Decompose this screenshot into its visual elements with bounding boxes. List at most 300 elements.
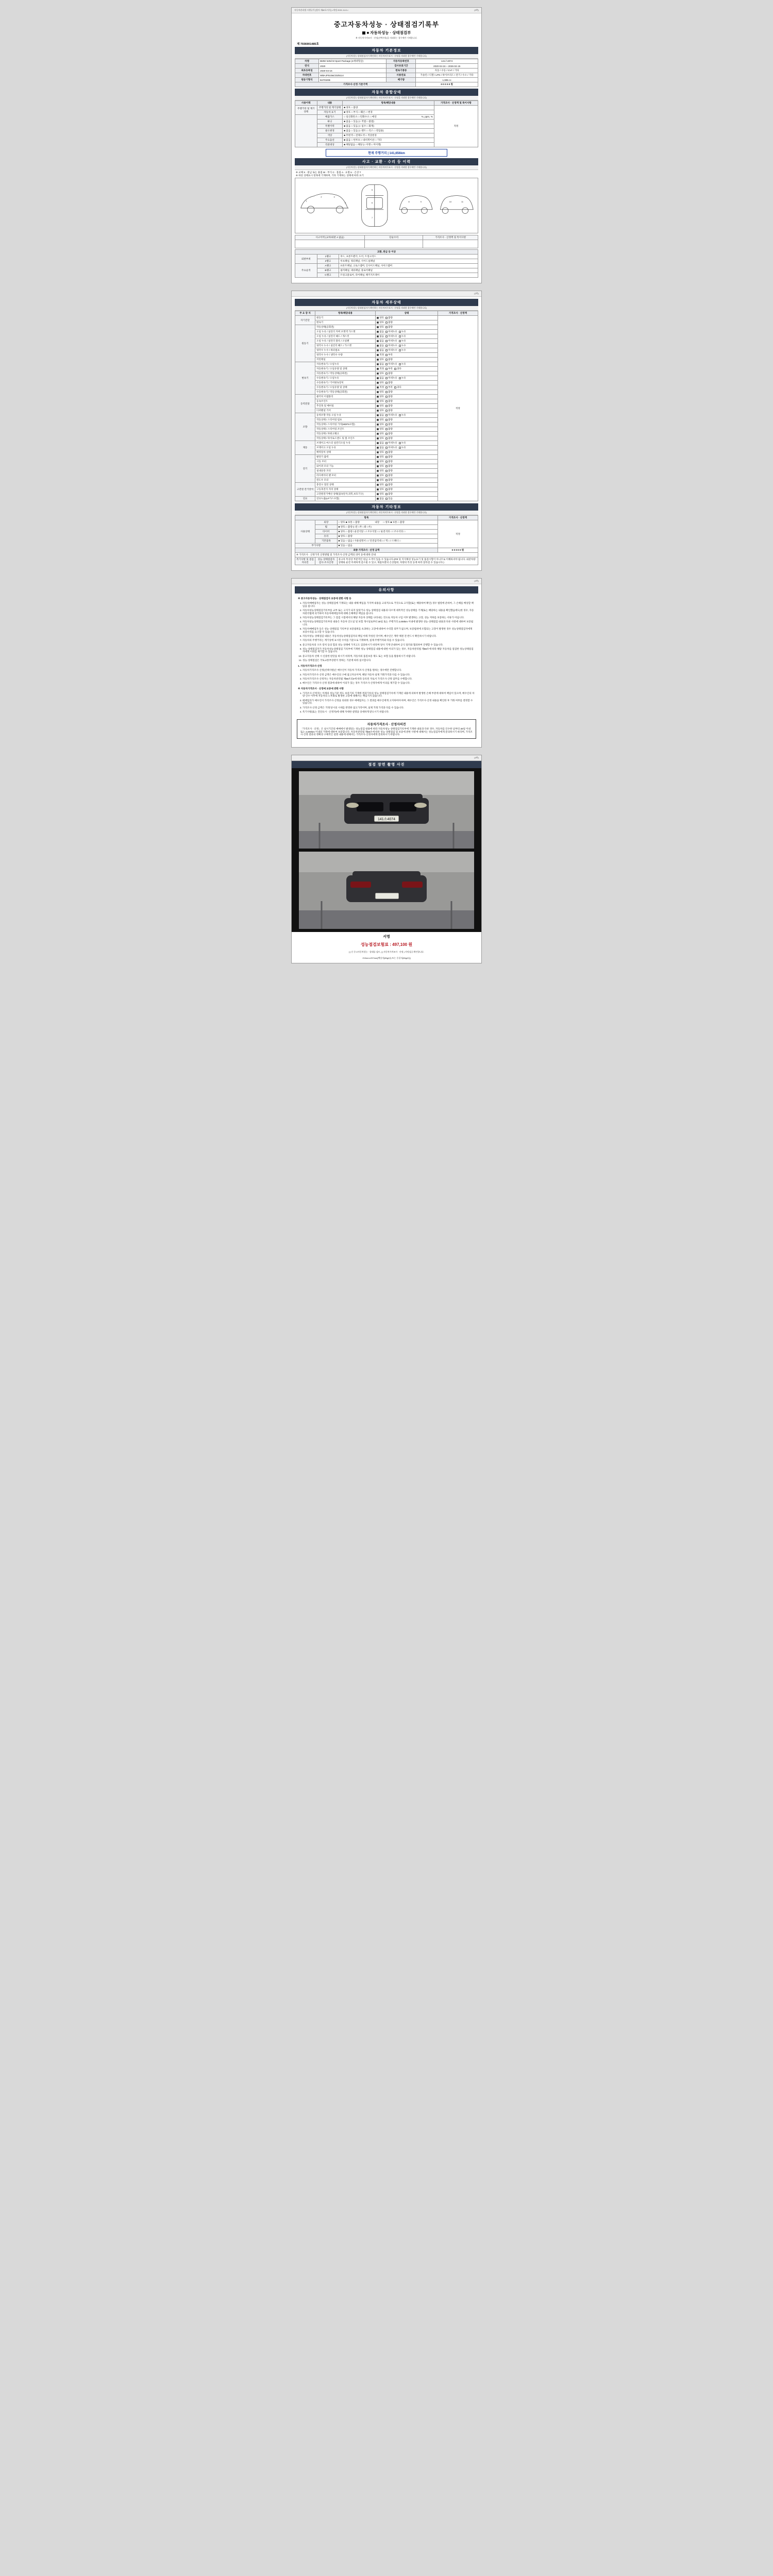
section-detail-note: (자동차성능·상태점검자가 확인하는 자동차의무표시 · 산정을 의뢰한 경우에만 기재합니다) bbox=[295, 306, 478, 311]
part-group-2: 주요골격 bbox=[295, 264, 317, 278]
overall-item-2: 배출가스 bbox=[317, 115, 343, 120]
checkbox-불량[interactable]: 불량 bbox=[385, 469, 393, 472]
checkbox-양호[interactable]: 양호 bbox=[377, 372, 384, 375]
svg-text:8: 8 bbox=[408, 201, 410, 204]
accident-legend-2: ※ 하단 상태표시 항목에 기재하며, 기타 기재하는 상태에 따라 표기 bbox=[296, 174, 364, 177]
checkbox-적정[interactable]: 적정 bbox=[377, 367, 384, 370]
accident-summary-table bbox=[295, 235, 478, 248]
section-accident-title: 사고 · 교환 · 수리 등 이력 bbox=[295, 158, 478, 165]
checkbox-없음[interactable]: 없음 bbox=[377, 363, 384, 366]
other-label-basic: 기본품목 bbox=[315, 539, 338, 544]
checkbox-미세누유[interactable]: 미세누유 bbox=[385, 340, 397, 343]
other-value-glass: ■ 양호 □ 불량 bbox=[337, 534, 438, 539]
part-items-2: 프론트패널, 크로스멤버, 인사이드패널, 사이드멤버 bbox=[339, 264, 478, 268]
overall-item-5: 용도변경 bbox=[317, 129, 343, 133]
detail-state bbox=[376, 432, 438, 436]
detail-item: 작동상태 / 타이로드엔드 및 볼 조인트 bbox=[315, 436, 376, 441]
checkbox-양호[interactable]: 양호 bbox=[377, 483, 384, 486]
checkbox-양호[interactable]: 양호 bbox=[377, 395, 384, 398]
section-overall-note: (자동차성능·상태점검자가 확인하는 자동차의무표시 · 산정을 의뢰한 경우에만 기재합니다) bbox=[295, 96, 478, 100]
label-regno: 자동차등록번호 bbox=[386, 59, 416, 64]
checkbox-양호[interactable]: 양호 bbox=[377, 455, 384, 459]
checkbox-양호[interactable]: 양호 bbox=[377, 409, 384, 412]
checkbox-양호[interactable]: 양호 bbox=[377, 437, 384, 440]
checkbox-불량[interactable]: 불량 bbox=[385, 404, 393, 408]
detail-item: 수동변속기 / 오일유량 및 상태 bbox=[315, 385, 376, 390]
svg-text:10: 10 bbox=[449, 201, 452, 204]
table-header-row bbox=[295, 250, 478, 255]
section-detail-title: 자동차 세부상태 bbox=[295, 299, 478, 306]
table-header-row bbox=[295, 516, 478, 520]
overall-item-4: 특별이력 bbox=[317, 124, 343, 129]
checkbox-불량[interactable]: 불량 bbox=[385, 483, 393, 486]
table-header-row bbox=[295, 311, 478, 316]
value-transmission: 자동 / 수동 / CVT / 기타 bbox=[416, 69, 478, 73]
checkbox-불량[interactable]: 불량 bbox=[385, 321, 393, 324]
notice-item: 7. 자동차의 주행거리는 계기상에 표시된 수치를 기준으로 기재하며, 실제 주행거리와 다를 수 있습니다. bbox=[303, 639, 475, 642]
checkbox-불량[interactable]: 불량 bbox=[385, 465, 393, 468]
checkbox-양호[interactable]: 양호 bbox=[377, 358, 384, 361]
col-group: 주 요 장 치 bbox=[295, 311, 315, 316]
checkbox-양호[interactable]: 양호 bbox=[377, 391, 384, 394]
detail-item: 동력조향 작동 오일 누유 bbox=[315, 413, 376, 418]
notice-item: 4. 자동차성능상태점검기록부의 내용은 자동차 인도일 및 보험 개시일로부터 30일 또는 주행거리 2,000km 이내에 발생한 성능·상태점검 내용과 다른 사항에 대하여 보증됩니다. bbox=[303, 620, 475, 626]
notice-list-1 bbox=[298, 602, 475, 662]
detail-item: 브레이크 마스터 실린더오일 누유 bbox=[315, 441, 376, 446]
table-row bbox=[295, 553, 478, 557]
square-bullet-icon bbox=[362, 31, 365, 35]
checkbox-양호[interactable]: 양호 bbox=[377, 316, 384, 319]
checkbox-불량[interactable]: 불량 bbox=[385, 358, 393, 361]
photo-rear-lift bbox=[295, 852, 478, 929]
notice-item: 2. 매매업자가 매수인이 가격조사·산정을 의뢰한 경우 매매업자는 그 결과를 매수인에게 고지하여야 하며, 매수인은 가격조사·산정 내용을 확인한 후 거래 여부를 결정할 수 있습니다. bbox=[303, 699, 475, 705]
other-value-extra: ■ 있음 □ 없음 bbox=[337, 544, 438, 548]
svg-text:1: 1 bbox=[306, 200, 307, 202]
checkbox-없음[interactable]: 없음 bbox=[377, 335, 384, 338]
detail-state bbox=[376, 450, 438, 455]
detail-state bbox=[376, 497, 438, 501]
detail-state bbox=[376, 469, 438, 473]
accident-left-title: 사고이력 (교차/외판 A 없음) bbox=[295, 235, 365, 240]
notice-item: 6. 자동차성능·상태점검 내용은 자동차성능상태점검자의 책임 아래 작성된 것이며, 매수인은 계약 체결 전 반드시 확인하시기 바랍니다. bbox=[303, 635, 475, 638]
detail-state bbox=[376, 390, 438, 395]
checkbox-없음[interactable]: 없음 bbox=[377, 344, 384, 347]
svg-text:2: 2 bbox=[321, 196, 322, 199]
checkbox-불량[interactable]: 불량 bbox=[385, 488, 393, 491]
svg-text:4: 4 bbox=[344, 202, 346, 205]
other-label-wheel: 휠 bbox=[315, 525, 338, 530]
detail-table-body bbox=[295, 316, 478, 501]
detail-state bbox=[376, 483, 438, 487]
table-row bbox=[295, 255, 478, 259]
detail-item: 충전구 절연 상태 bbox=[315, 483, 376, 487]
detail-item: 윈도우 모터 bbox=[315, 478, 376, 483]
detail-item: 자동변속기 / 오일유량 및 상태 bbox=[315, 367, 376, 371]
checkbox-없음[interactable]: 없음 bbox=[377, 442, 384, 445]
svg-text:3: 3 bbox=[333, 196, 335, 199]
detail-state bbox=[376, 316, 438, 320]
value-fuel: 가솔린 / 디젤 / LPG / 하이브리드 / 전기 / 수소 / 기타 bbox=[416, 73, 478, 78]
checkbox-없음[interactable]: 없음 bbox=[377, 349, 384, 352]
insurance-price: 성능점검보험료 : 497,100 원 bbox=[360, 942, 413, 947]
detail-state bbox=[376, 404, 438, 409]
detail-item: 브레이크 오일 누유 bbox=[315, 446, 376, 450]
value-inspection: 2020-04-16 ~ 2026-04-15 bbox=[416, 64, 478, 69]
detail-item: 수동변속기 / 오일누유 bbox=[315, 376, 376, 381]
checkbox-양호[interactable]: 양호 bbox=[377, 321, 384, 324]
checkbox-없음[interactable]: 없음 bbox=[377, 330, 384, 333]
parts-table bbox=[295, 249, 478, 278]
overall-item-6: 색상 bbox=[317, 133, 343, 138]
notice-body bbox=[295, 594, 478, 716]
detail-item: 자동변속기 / 작동상태(공회전) bbox=[315, 371, 376, 376]
detail-group-2: 변속기 bbox=[295, 362, 315, 395]
detail-state bbox=[376, 464, 438, 469]
col-detail: 항목/해당내용 bbox=[343, 101, 434, 106]
sheet-3 bbox=[291, 578, 482, 748]
accident-legend-1: ※ 교체 X · 판금 또는 용접 W · 부식 C · 흠집 A · 요철 U · 손상 T bbox=[296, 171, 361, 174]
checkbox-미세누수[interactable]: 미세누수 bbox=[385, 349, 397, 352]
mark-box-label: 특기사항 및 점검자의견 bbox=[295, 557, 315, 565]
checkbox-누수[interactable]: 누수 bbox=[399, 344, 406, 347]
detail-state bbox=[376, 427, 438, 432]
checkbox-양호[interactable]: 양호 bbox=[377, 404, 384, 408]
checkbox-불량[interactable]: 불량 bbox=[385, 326, 393, 329]
checkbox-불량[interactable]: 불량 bbox=[385, 400, 393, 403]
document-number: 제 7936901485호 bbox=[297, 43, 319, 46]
form-legal-ref: 자동차관리법 시행규칙 [별지 제82호서식] <개정 2021.11.8.> bbox=[294, 9, 349, 11]
notice-item: 3. 가격조사·산정 금액은 거래 당시의 시세를 반영한 참고가격이며, 실제 거래 가격과 다를 수 있습니다. bbox=[303, 706, 475, 709]
table-row bbox=[295, 273, 478, 278]
detail-state bbox=[376, 478, 438, 483]
notice-item: 3. 자동차가격조사·산정자는 자동차관리법 제58조의4에 따라 등록된 자로서 가격조사·산정 업무를 수행합니다. bbox=[303, 677, 475, 681]
checkbox-부족[interactable]: 부족 bbox=[385, 353, 393, 357]
overall-group-1: 주행거리 및 계기상태 bbox=[295, 106, 317, 115]
checkbox-누수[interactable]: 누수 bbox=[399, 349, 406, 352]
detail-state bbox=[376, 436, 438, 441]
detail-group-5: 제동 bbox=[295, 441, 315, 455]
damage-diagram bbox=[295, 178, 478, 233]
notice-item: 3. 자동차성능상태점검기록부는 그 점검 시점에서의 해당 자동차 상태를 나타내는 것으로 자동차 구입 이후 발생하는 고장, 성능 저하를 보증하는 서류가 아닙니다. bbox=[303, 616, 475, 619]
checkbox-양호[interactable]: 양호 bbox=[377, 326, 384, 329]
value-firstreg: 2020-04-16 bbox=[319, 69, 386, 73]
checkbox-누유[interactable]: 누유 bbox=[399, 340, 406, 343]
detail-state bbox=[376, 409, 438, 413]
checkbox-불량[interactable]: 불량 bbox=[385, 428, 393, 431]
part-rank-1: 2랭크 bbox=[317, 259, 339, 264]
label-price-base: 가격조사·산정 기준가액 bbox=[295, 82, 416, 87]
detail-item: 작동상태(공회전) bbox=[315, 325, 376, 330]
notice-list-2 bbox=[298, 669, 475, 684]
part-rank-3: B랭크 bbox=[317, 268, 339, 273]
overall-item-1: 자동차 표기 bbox=[317, 110, 343, 115]
checkbox-양호[interactable]: 양호 bbox=[377, 479, 384, 482]
overall-detail-8: ■ 해당없음 □ 해당 (□ 이행 □ 미이행) bbox=[343, 143, 434, 147]
label-year: 연식 bbox=[295, 64, 319, 69]
checkbox-양호[interactable]: 양호 bbox=[377, 428, 384, 431]
checkbox-누유[interactable]: 누유 bbox=[399, 377, 406, 380]
sheet-2 bbox=[291, 291, 482, 571]
part-items-3: 필러패널, 대쉬패널, 플로어패널 bbox=[339, 268, 478, 273]
checkbox-누유[interactable]: 누유 bbox=[399, 330, 406, 333]
notice-item: 4. 매수인은 가격조사·산정 결과에 대하여 이의가 있는 경우 가격조사·산정자에게 이의를 제기할 수 있습니다. bbox=[303, 682, 475, 685]
part-items-4: 트렁크플로어, 리어패널, 패키지트레이 bbox=[339, 273, 478, 278]
detail-group-4: 조향 bbox=[295, 413, 315, 441]
notice-item: 4. 특기사항(또는 진단표시 · 산정자)에 대해 자세한 설명을 상세하게 받으시기 바랍니다. bbox=[303, 710, 475, 714]
col-use: 사용이력 bbox=[295, 101, 317, 106]
accident-right-value bbox=[423, 240, 478, 248]
page-title: 중고자동차성능 · 상태점검기록부 bbox=[333, 21, 440, 28]
detail-state bbox=[376, 487, 438, 492]
notice-section2-title: ※ 자동차가격조사 · 산정에 보증에 관한 사항 bbox=[298, 687, 344, 690]
checkbox-누유[interactable]: 누유 bbox=[399, 446, 406, 449]
col-price-detail: 가격조사 · 산정액 bbox=[438, 311, 478, 316]
checkbox-양호[interactable]: 양호 bbox=[377, 474, 384, 477]
svg-text:6: 6 bbox=[372, 202, 373, 205]
notice-item: 1. 자동차가격조사·산정(선택사항)은 매수인이 자동차 가격조사·산정을 원하는 경우에만 진행합니다. bbox=[303, 669, 475, 672]
checkbox-양호[interactable]: 양호 bbox=[377, 423, 384, 426]
checkbox-누유[interactable]: 누유 bbox=[399, 335, 406, 338]
detail-state bbox=[376, 460, 438, 464]
section-basic-note: (자동차성능·상태점검자가 확인하는 자동차의무표시 · 산정을 의뢰한 경우에만 기재합니다) bbox=[295, 54, 478, 59]
other-value-tire: ■ 양호 □ 불량 / 운전석앞 □ / 조수석앞 □ / 운전석뒤 □ / 조수석뒤 □ bbox=[337, 530, 438, 534]
table-row bbox=[295, 557, 478, 565]
page-number-4: (4쪽) bbox=[474, 756, 479, 759]
detail-state bbox=[376, 325, 438, 330]
checkbox-미세누유[interactable]: 미세누유 bbox=[385, 377, 397, 380]
checkbox-불량[interactable]: 불량 bbox=[385, 432, 393, 435]
checkbox-불량[interactable]: 불량 bbox=[385, 451, 393, 454]
detail-item: 변속기 bbox=[315, 320, 376, 325]
other-label-glass: 유리 bbox=[315, 534, 338, 539]
value-price-base: 0 0 0 0 0 원 bbox=[416, 82, 478, 87]
value-vin: WBAJF510&CDZ5114 bbox=[319, 73, 386, 78]
checkbox-양호[interactable]: 양호 bbox=[377, 400, 384, 403]
other-value-basic: ■ 있음 □ 없음 / 사용설명서 □ / 안전삼각대 □ / 잭 □ / 스패너 □ bbox=[337, 539, 438, 544]
detail-item: 작동상태 / 스티어링 펌프 bbox=[315, 418, 376, 422]
checkbox-없음[interactable]: 없음 bbox=[377, 497, 384, 500]
checkbox-불량[interactable]: 불량 bbox=[385, 372, 393, 375]
total-note: ※ 가격조사 · 산정가격 산정방법 및 가격조사·산정 금액의 의미 등에 대한 안내 bbox=[295, 553, 478, 557]
checkbox-없음[interactable]: 없음 bbox=[377, 414, 384, 417]
label-carname: 차명 bbox=[295, 59, 319, 64]
part-items-1: 루프패널, 쿼터패널, 사이드실패널 bbox=[339, 259, 478, 264]
footer-note-1: [ ] 신 중고자동차성능 · 상태를 검토, [ ] 자동차가격조사 · 산정 ) 사망검증 확인합니다. bbox=[348, 951, 424, 954]
col-item: 내용 bbox=[317, 101, 343, 106]
page-number-3: (3쪽) bbox=[474, 580, 479, 583]
photo-front-lift bbox=[295, 771, 478, 849]
checkbox-미세누유[interactable]: 미세누유 bbox=[385, 335, 397, 338]
label-engine: 원동기형식 bbox=[295, 78, 319, 82]
checkbox-양호[interactable]: 양호 bbox=[377, 488, 384, 491]
checkbox-미세누유[interactable]: 미세누유 bbox=[385, 414, 397, 417]
checkbox-양호[interactable]: 양호 bbox=[377, 465, 384, 468]
svg-text:141소4074: 141소4074 bbox=[377, 818, 396, 822]
checkbox-누유[interactable]: 누유 bbox=[399, 414, 406, 417]
accident-mid-value bbox=[364, 240, 423, 248]
checkbox-불량[interactable]: 불량 bbox=[385, 493, 393, 496]
detail-item: 커먼레일 bbox=[315, 358, 376, 362]
col-price: 가격조사 · 산정액 및 특이사항 bbox=[434, 101, 478, 106]
detail-state bbox=[376, 376, 438, 381]
checkbox-과다[interactable]: 과다 bbox=[394, 367, 401, 370]
checkbox-없음[interactable]: 없음 bbox=[377, 446, 384, 449]
table-row bbox=[295, 520, 478, 525]
checkbox-미세누수[interactable]: 미세누수 bbox=[385, 344, 397, 347]
value-year: 2020 bbox=[319, 64, 386, 69]
checkbox-과다[interactable]: 과다 bbox=[394, 386, 401, 389]
section-other-title: 자동차 기타정보 bbox=[295, 503, 478, 511]
checkbox-불량[interactable]: 불량 bbox=[385, 409, 393, 412]
overall-detail-4: ■ 없음 □ 있음 (□ 침수 □ 화재) bbox=[343, 124, 434, 129]
table-row bbox=[295, 264, 478, 268]
checkbox-불량[interactable]: 불량 bbox=[385, 316, 393, 319]
table-row bbox=[295, 316, 478, 320]
detail-state bbox=[376, 455, 438, 460]
detail-state bbox=[376, 413, 438, 418]
detail-state bbox=[376, 381, 438, 385]
detail-state bbox=[376, 367, 438, 371]
notice-item: 2. 자동차성능상태점검기록부를 교부 또는 고지가 되지 않았거나 성능·상태점검 내용과 다르게 대폭적인 성능상태를 기재(또는 해당하는 내용을 확인했음에도)한 경우, 자동차관리법에 의거하여 자동차매매업자에 대해 손해배상 책임을 집니다. bbox=[303, 609, 475, 615]
other-label-interior: 내장 bbox=[375, 521, 380, 524]
detail-state bbox=[376, 418, 438, 422]
detail-item: 냉각수 누수 / 실린더 헤드 / 가스켓 bbox=[315, 344, 376, 348]
detail-item: 오일 누유 / 실린더 블록 / 오일팬 bbox=[315, 339, 376, 344]
detail-state bbox=[376, 446, 438, 450]
basic-info-table bbox=[295, 59, 478, 87]
overall-item-8: 리콜대상 bbox=[317, 143, 343, 147]
checkbox-불량[interactable]: 불량 bbox=[385, 460, 393, 463]
checkbox-없음[interactable]: 없음 bbox=[377, 377, 384, 380]
detail-item: 추진축 및 베어링 bbox=[315, 404, 376, 409]
checkbox-적정[interactable]: 적정 bbox=[377, 353, 384, 357]
photo-rear-wrap bbox=[292, 852, 481, 932]
total-value: 0 0 0 0 0 원 bbox=[438, 548, 478, 553]
detail-item: 작동상태 / 스티어링 기어(MDPS포함) bbox=[315, 422, 376, 427]
notice-item: 5. 자동차매매업자 등은 성능·상태점검 기록부상 보증범위를 초과하는 고장에 대하여 수리할 의무가 없으며, 보증범위에 포함되는 고장이 발생한 경우 성능상태점검자에게 보증수리를 요구할 수 있습니다. bbox=[303, 628, 475, 633]
detail-group-1: 원동기 bbox=[295, 325, 315, 362]
price-opinion-text: 「가격조사 · 산정」은 실시기간의 매매에서 발생되는 성능점검 내용에 따라 자동차성능·상태점검기록부에 기재한 내용과 다른 경우, 자동차를 인수한 날부터 30일 이내 또는 2,000km 이내의 거래에 대하여 보증합니다. 자동차관리법 제58조에 따른 성능·상태점검 및 보증에 관한 사항에 대해서는 성능점검자에게 문의하시기 바라며, 가격조사·산정 결과의 정확성 구체적인 설명 내용에 대해서는 가격조사·산정자에게 문의하시기 바랍니다. bbox=[300, 727, 473, 736]
detail-group-7: 고전원 전기장치 bbox=[295, 483, 315, 497]
page-number-1: (3쪽) bbox=[474, 9, 479, 11]
price-opinion-box bbox=[297, 719, 476, 739]
checkbox-있음[interactable]: 있음 bbox=[385, 497, 393, 500]
checkbox-불량[interactable]: 불량 bbox=[385, 474, 393, 477]
checkbox-없음[interactable]: 없음 bbox=[377, 340, 384, 343]
checkbox-양호[interactable]: 양호 bbox=[377, 460, 384, 463]
checkbox-불량[interactable]: 불량 bbox=[385, 381, 393, 384]
parts-head: 교환, 판금 등 이상 bbox=[295, 250, 478, 255]
detail-state bbox=[376, 422, 438, 427]
other-label-extra: 부가사항 bbox=[295, 544, 338, 548]
notice-item: 1. 자동차매매업자는 성능·상태점검에 기재되는 내용 대해 책임을 가지며 내용을 고의적으로 거짓으로 고지할(또는 해당하여 확인) 경우 법령에 준하여, 그 손해를 배상할 책임을 집니다. bbox=[303, 602, 475, 607]
checkbox-불량[interactable]: 불량 bbox=[385, 437, 393, 440]
checkbox-불량[interactable]: 불량 bbox=[385, 455, 393, 459]
svg-text:5: 5 bbox=[372, 189, 373, 192]
accident-right-title: 가격조사 · 산정액 및 특이사항 bbox=[423, 235, 478, 240]
checkbox-미세누유[interactable]: 미세누유 bbox=[385, 330, 397, 333]
detail-state bbox=[376, 330, 438, 334]
notice-sub-title: 1. 자동차가격조사·산정 bbox=[298, 664, 322, 667]
table-row bbox=[295, 78, 478, 82]
detail-item: 클러치 어셈블리 bbox=[315, 395, 376, 399]
checkbox-부족[interactable]: 부족 bbox=[385, 386, 393, 389]
value-regno: 141소4074 bbox=[416, 59, 478, 64]
table-row bbox=[295, 82, 478, 87]
checkbox-양호[interactable]: 양호 bbox=[377, 432, 384, 435]
detail-state bbox=[376, 371, 438, 376]
part-items-0: 후드, 프론트펜더, 도어, 트렁크리드 bbox=[339, 255, 478, 259]
checkbox-불량[interactable]: 불량 bbox=[385, 479, 393, 482]
notice-item: 2. 자동차가격조사·산정 금액은 매수인의 구매 참고자료이며, 해당 자동차 실제 거래가격과 다를 수 있습니다. bbox=[303, 673, 475, 676]
price-opinion-title: 자동차가격조사 · 산정자의견 bbox=[367, 723, 406, 726]
photo-front-wrap bbox=[292, 768, 481, 852]
mileage-display: 현재 주행거리 | 141,656km bbox=[326, 149, 447, 157]
table-row bbox=[295, 235, 478, 240]
checkbox-누유[interactable]: 누유 bbox=[399, 442, 406, 445]
detail-item: 와이퍼 모터 기능 bbox=[315, 464, 376, 469]
section-accident-note: (자동차성능·상태점검자가 확인하는 자동차의무표시 · 산정을 의뢰한 경우에만 기재합니다) bbox=[295, 165, 478, 170]
table-row bbox=[295, 64, 478, 69]
accident-mid-title: 단순수리 bbox=[364, 235, 423, 240]
detail-state bbox=[376, 348, 438, 353]
value-engine: B47D20B bbox=[319, 78, 386, 82]
accident-left-value bbox=[295, 240, 365, 248]
overall-state-table bbox=[295, 100, 478, 147]
detail-item: 오일 누유 / 실린더 헤드 / 개스킷 bbox=[315, 334, 376, 339]
checkbox-불량[interactable]: 불량 bbox=[385, 418, 393, 421]
detail-item: 배력장치 상태 bbox=[315, 450, 376, 455]
checkbox-불량[interactable]: 불량 bbox=[385, 423, 393, 426]
table-row bbox=[295, 259, 478, 264]
checkbox-누유[interactable]: 누유 bbox=[399, 363, 406, 366]
checkbox-부족[interactable]: 부족 bbox=[385, 367, 393, 370]
form-topbar-3 bbox=[292, 579, 481, 584]
checkbox-적정[interactable]: 적정 bbox=[377, 386, 384, 389]
checkbox-불량[interactable]: 불량 bbox=[385, 395, 393, 398]
checkbox-미세누유[interactable]: 미세누유 bbox=[385, 363, 397, 366]
notice-item: 8. 중고자동차의 구조·장치 등의 힘의 성능·상태에 가지고도 검증하시기 바라며 당사 기재 안내하여 공식 딜러와 협의하여 진행할 수 있습니다. bbox=[303, 643, 475, 647]
form-topbar-2 bbox=[292, 291, 481, 297]
value-displacement: 1,995 cc bbox=[416, 78, 478, 82]
detail-price-note: 적정 bbox=[438, 316, 478, 501]
checkbox-양호[interactable]: 양호 bbox=[377, 493, 384, 496]
checkbox-양호[interactable]: 양호 bbox=[377, 381, 384, 384]
detail-state bbox=[376, 320, 438, 325]
car-diagram-svg bbox=[297, 180, 476, 231]
other-label-tire: 타이어 bbox=[315, 530, 338, 534]
checkbox-미세누유[interactable]: 미세누유 bbox=[385, 442, 397, 445]
detail-state bbox=[376, 399, 438, 404]
detail-item: 작동상태 / 스티어링 조인트 bbox=[315, 427, 376, 432]
detail-group-0: 자기진단 bbox=[295, 316, 315, 325]
detail-item: 냉각수 누수 / 워터펌프 bbox=[315, 348, 376, 353]
detail-state bbox=[376, 395, 438, 399]
table-row bbox=[295, 240, 478, 248]
part-rank-0: 1랭크 bbox=[317, 255, 339, 259]
detail-state bbox=[376, 353, 438, 358]
part-rank-4: C랭크 bbox=[317, 273, 339, 278]
other-value-exterior: □ 양호 ■ 보통 □ 불량 내장 □ 양호 ■ 보통 □ 불량 bbox=[337, 520, 438, 525]
detail-state-table bbox=[295, 311, 478, 501]
checkbox-불량[interactable]: 불량 bbox=[385, 391, 393, 394]
checkbox-양호[interactable]: 양호 bbox=[377, 451, 384, 454]
checkbox-미세누유[interactable]: 미세누유 bbox=[385, 446, 397, 449]
notice-section1-title: ※ 중고자동차성능 · 상태점검자 보증에 관한 사항 등 bbox=[298, 597, 351, 600]
checkbox-양호[interactable]: 양호 bbox=[377, 418, 384, 421]
checkbox-양호[interactable]: 양호 bbox=[377, 469, 384, 472]
detail-item: 등속조인트 bbox=[315, 399, 376, 404]
